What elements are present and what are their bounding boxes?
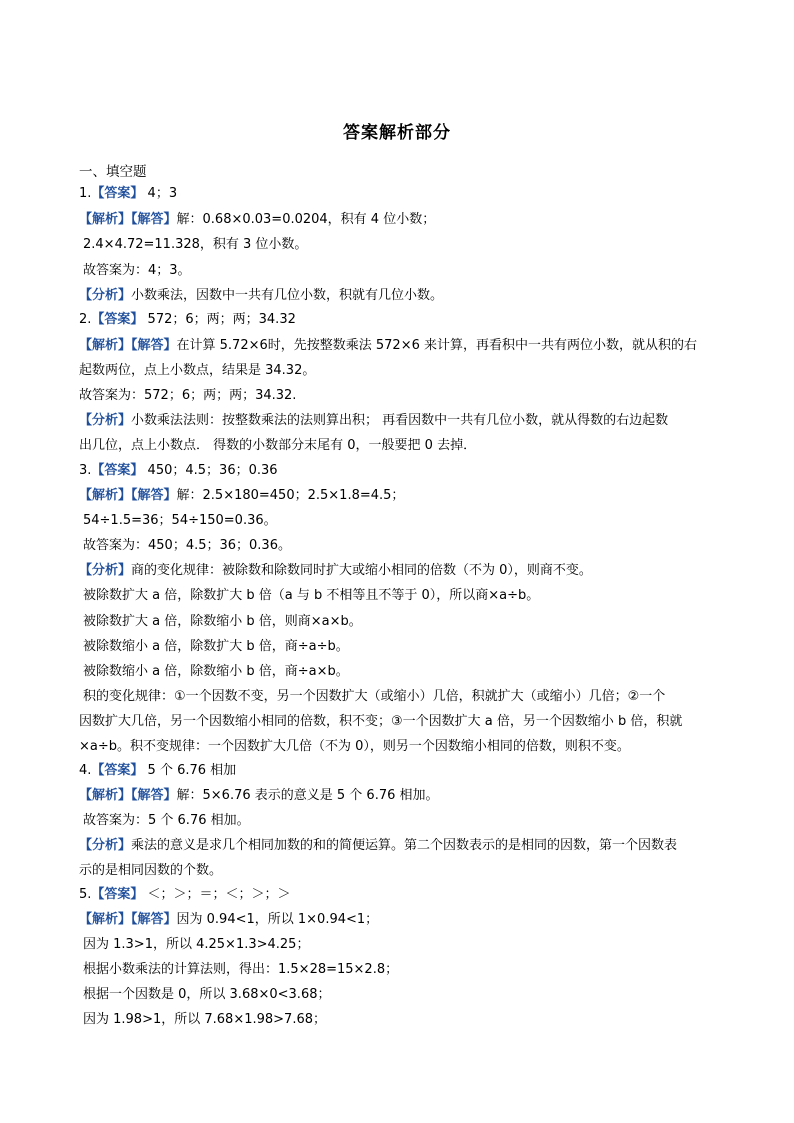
text-line-q4-f2 [79,862,719,880]
line-text: 450；4.5；36；0.36 [143,463,278,478]
line-text: 1. [79,186,92,201]
line-text: 故答案为：4；3。 [83,263,191,278]
text-line-q3-f6 [83,688,723,706]
line-text: 示的是相同因数的个数。 [79,863,223,878]
text-line-q4-a2 [83,812,723,830]
line-text: 积的变化规律：①一个因数不变，另一个因数扩大（或缩小）几倍，积就扩大（或缩小）几倍；②一个 [83,689,666,704]
line-text: 解：5×6.76 表示的意义是 5 个 6.76 相加。 [176,788,439,803]
text-line-q4-f1 [79,837,719,855]
line-text: 解：2.5×180=450；2.5×1.8=4.5； [176,488,405,503]
line-text: 被除数扩大 a 倍，除数扩大 b 倍（a 与 b 不相等且不等于 0），所以商×a÷b。 [83,588,540,603]
line-text: 因为 1.98>1，所以 7.68×1.98>7.68； [83,1012,326,1027]
label-tag: 【答案】 [91,887,144,902]
text-line-q5-a1 [79,911,719,929]
line-text: 解：0.68×0.03=0.0204，积有 4 位小数； [176,212,436,227]
text-line-q1-a1 [79,211,719,229]
line-text: 出几位，点上小数点． 得数的小数部分末尾有 0，一般要把 0 去掉． [79,438,477,453]
text-line-q5-a4 [83,986,723,1004]
label-tag: 【解析】【解答】 [79,488,177,503]
text-line-q4-a1 [79,787,719,805]
text-line-q3-f3 [83,613,723,631]
line-text: ＜；＞；＝；＜；＞；＞ [143,887,291,902]
label-tag: 【解析】【解答】 [79,912,177,927]
text-line-q5-a2 [83,936,723,954]
line-text: 根据小数乘法的计算法则，得出：1.5×28=15×2.8； [83,962,399,977]
line-text: 因数扩大几倍，另一个因数缩小相同的倍数，积不变；③一个因数扩大 a 倍，另一个因数缩小 b 倍，积就 [79,714,683,729]
text-line-q1-a2 [83,236,723,254]
line-text: 故答案为：572；6；两；两；34.32. [79,388,297,403]
text-line-q1 [79,185,719,203]
text-line-q5-a5 [83,1011,723,1029]
text-line-q5 [79,886,719,904]
line-text: 2. [79,312,92,327]
line-text: 被除数扩大 a 倍，除数缩小 b 倍，则商×a×b。 [83,614,362,629]
text-line-q1-a3 [83,262,723,280]
text-line-q3-f7 [79,713,719,731]
line-text: 乘法的意义是求几个相同加数的和的简便运算。第二个因数表示的是相同的因数，第一个因数表 [131,838,678,853]
line-text: 3. [79,463,92,478]
label-tag: 【分析】 [79,838,132,853]
label-tag: 【答案】 [91,186,144,201]
line-text: 因为 1.3>1，所以 4.25×1.3>4.25； [83,937,310,952]
text-line-q3-a3 [83,537,723,555]
line-text: 5. [79,887,92,902]
line-text: 5 个 6.76 相加 [143,763,237,778]
text-line-q2 [79,311,719,329]
text-line-q2-a1 [79,337,719,355]
text-line-q3-f2 [83,587,723,605]
line-text: 小数乘法，因数中一共有几位小数，积就有几位小数。 [131,288,444,303]
text-line-q3-f4 [83,638,723,656]
label-tag: 【解析】【解答】 [79,212,177,227]
text-line-q3-a2 [83,512,723,530]
label-tag: 【分析】 [79,563,132,578]
label-tag: 【答案】 [91,763,144,778]
line-text: ×a÷b。积不变规律：一个因数扩大几倍（不为 0），则另一个因数缩小相同的倍数，则积不变。 [79,739,630,754]
text-line-q1-f1 [79,287,719,305]
text-line-q3-a1 [79,487,719,505]
label-tag: 【答案】 [91,312,144,327]
line-text: 故答案为：450；4.5；36；0.36。 [83,538,291,553]
line-text: 故答案为：5 个 6.76 相加。 [83,813,250,828]
line-text: 商的变化规律：被除数和除数同时扩大或缩小相同的倍数（不为 0），则商不变。 [131,563,592,578]
text-line-q3-f1 [79,562,719,580]
line-text: 4；3 [143,186,178,201]
text-line-q3-f8 [79,738,719,756]
section-heading: 一、填空题 [79,164,147,180]
line-text: 被除数缩小 a 倍，除数扩大 b 倍，商÷a÷b。 [83,639,349,654]
text-line-q3-f5 [83,663,723,681]
text-line-q2-a2 [79,362,719,380]
line-text: 根据一个因数是 0，所以 3.68×0<3.68； [83,987,331,1002]
text-line-q2-a3 [79,387,719,405]
line-text: 小数乘法法则：按整数乘法的法则算出积； 再看因数中一共有几位小数，就从得数的右边起数 [131,413,669,428]
label-tag: 【分析】 [79,413,132,428]
line-text: 572；6；两；两；34.32 [143,312,296,327]
line-text: 2.4×4.72=11.328，积有 3 位小数。 [83,237,308,252]
line-text: 4. [79,763,92,778]
line-text: 因为 0.94<1，所以 1×0.94<1； [176,912,379,927]
label-tag: 【解析】【解答】 [79,338,177,353]
text-line-q3 [79,462,719,480]
label-tag: 【分析】 [79,288,132,303]
page-title: 答案解析部分 [343,123,451,143]
line-text: 起数两位，点上小数点，结果是 34.32。 [79,363,316,378]
label-tag: 【解析】【解答】 [79,788,177,803]
line-text: 被除数缩小 a 倍，除数缩小 b 倍，商÷a×b。 [83,664,349,679]
text-line-q5-a3 [83,961,723,979]
line-text: 54÷1.5=36；54÷150=0.36。 [83,513,277,528]
text-line-q2-f2 [79,437,719,455]
text-line-q2-f1 [79,412,719,430]
text-line-q4 [79,762,719,780]
label-tag: 【答案】 [91,463,144,478]
line-text: 在计算 5.72×6时，先按整数乘法 572×6 来计算，再看积中一共有两位小数，就从积的右 [176,338,697,353]
